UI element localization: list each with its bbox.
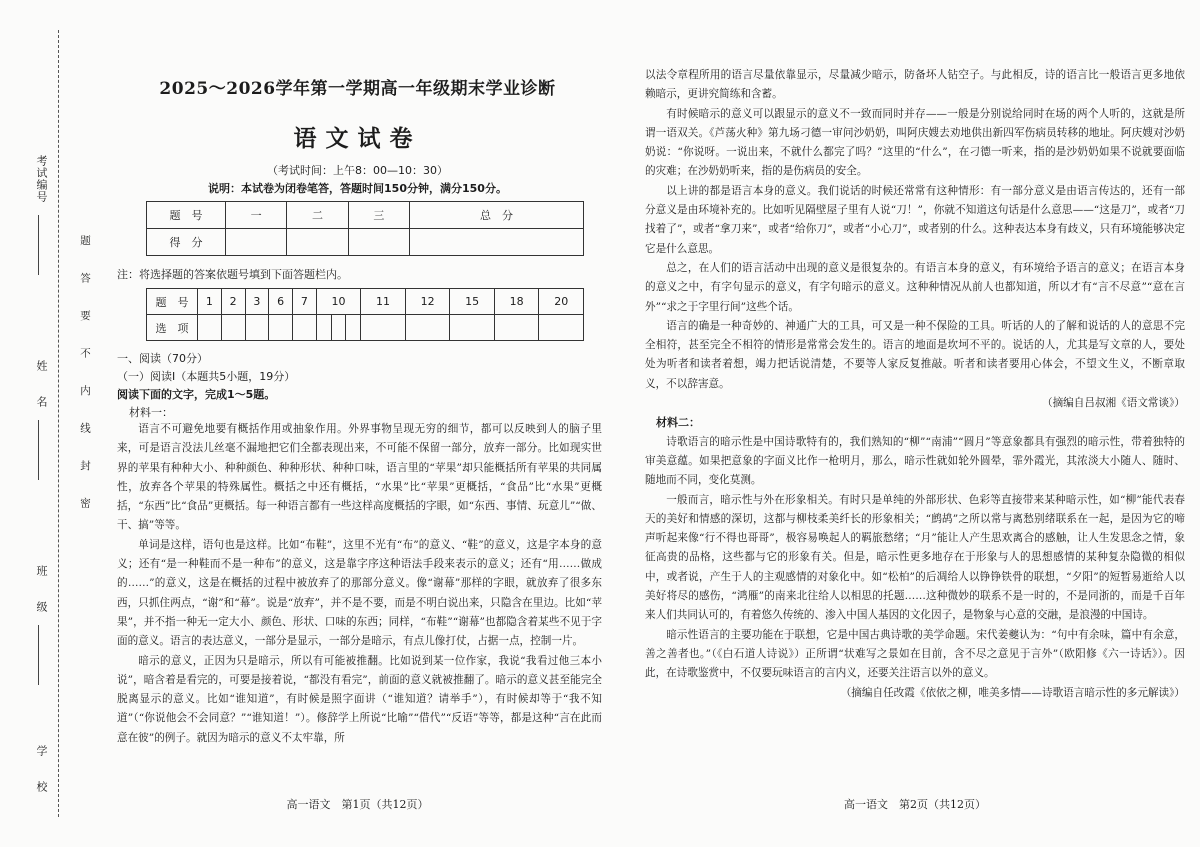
- page-1: [115, 0, 600, 847]
- paragraph: 有时候暗示的意义可以跟显示的意义不一致而同时并存——一般是分别说给同时在场的两个人听的，这就是所谓一语双关。《芦荡火种》第九场刁德一审问沙奶奶，叫阿庆嫂去劝地供出新四军伤病员转移的地址。阿庆嫂对沙奶奶说：“你说呀。一说出来，不就什么都完了吗？”这里的“什么”，在刁德一听来，指的是沙奶奶如果不说就要面临的灾难；在沙奶奶听来，指的是伤病员的安全。: [645, 107, 1185, 178]
- binding-margin: [0, 0, 110, 847]
- score-cell[interactable]: [410, 229, 584, 256]
- answer-num: 2: [221, 289, 245, 315]
- answer-cell[interactable]: [405, 315, 450, 341]
- page2-text: [645, 66, 1185, 703]
- score-header-label: 题 号: [147, 202, 226, 229]
- seal-notice: 题 答 要 不 内 线 封 密: [79, 235, 91, 510]
- score-cell[interactable]: [226, 229, 287, 256]
- exam-time: （考试时间：上午8：00—10：30）: [267, 164, 448, 177]
- score-row-label: 得 分: [147, 229, 226, 256]
- section-heading: 一、阅读（70分）: [117, 352, 208, 365]
- answer-num: 3: [245, 289, 269, 315]
- source-citation-1: （摘编自吕叔湘《语文常谈》）: [1041, 397, 1185, 410]
- paragraph: 暗示性语言的主要功能在于联想，它是中国古典诗歌的美学命题。宋代姜夔认为：“句中有余味，篇中有余意，善之善者也。”（《白石道人诗说》）正所谓“状难写之景如在目前，含不尽之意见于言外”（欧阳修《六一诗话》）。因此，在诗歌鉴赏中，不仅要玩味语言的言内义，还要关注语言以外的意义。: [645, 628, 1185, 680]
- page2-footer: 高一语文 第2页（共12页）: [844, 798, 986, 811]
- answer-num: 18: [494, 289, 539, 315]
- answer-row-label: 选 项: [147, 315, 198, 341]
- answer-header-label: 题 号: [147, 289, 198, 315]
- answer-num: 10: [316, 289, 361, 315]
- answer-num: 12: [405, 289, 450, 315]
- answer-cell[interactable]: [539, 315, 584, 341]
- answer-note: 注：将选择题的答案依题号填到下面答题栏内。: [117, 268, 348, 281]
- seal-line: [58, 30, 59, 817]
- answer-cell[interactable]: [494, 315, 539, 341]
- class-field[interactable]: [38, 625, 39, 685]
- exam-instruction: 说明：本试卷为闭卷笔答，答题时间150分钟，满分150分。: [208, 182, 507, 195]
- paragraph: 以上讲的都是语言本身的意义。我们说话的时候还常常有这种情形：有一部分意义是由语言传达的，还有一部分意义是由环境补充的。比如听见隔壁屋子里有人说“刀！”，你就不知道这句话是什么意思——“这是刀”，或者“刀找着了”，或者“拿刀来”，或者“给你刀”，或者“小心刀”，或者别的什么。这种表达本身有歧义，只有环境能够决定它是什么意思。: [645, 184, 1185, 255]
- answer-cell[interactable]: [331, 315, 346, 341]
- answer-num: 1: [198, 289, 222, 315]
- score-header-total: 总 分: [410, 202, 584, 229]
- answer-cell[interactable]: [361, 315, 406, 341]
- task-instruction: 阅读下面的文字，完成1～5题。: [117, 388, 276, 401]
- score-header-2: 二: [287, 202, 348, 229]
- page-2: [645, 0, 1185, 847]
- name-label: 姓 名: [35, 360, 48, 408]
- answer-num: 20: [539, 289, 584, 315]
- name-field[interactable]: [38, 420, 39, 480]
- material2-label: 材料二：: [656, 416, 700, 430]
- paragraph: 以法令章程所用的语言尽量依靠显示，尽量减少暗示，防备坏人钻空子。与此相反，诗的语言比一般语言更多地依赖暗示，更讲究简练和含蓄。: [645, 69, 1185, 101]
- paragraph: 总之，在人们的语言活动中出现的意义是很复杂的。有语言本身的意义，有环境给予语言的意义；在语言本身的意义之中，有字句显示的意义，有字句暗示的意义。这种种情况从前人也都知道，所以才有“言不尽意”“意在言外”“求之于字里行间”这些个话。: [645, 261, 1185, 313]
- answer-num: 11: [361, 289, 406, 315]
- source-citation-2: （摘编自任改霞《依依之柳，唯美多情——诗歌语言暗示性的多元解读》）: [840, 686, 1185, 699]
- subject-title: 语文试卷: [293, 125, 422, 152]
- answer-num: 7: [293, 289, 317, 315]
- page1-text: [117, 420, 602, 748]
- paragraph: 诗歌语言的暗示性是中国诗歌特有的，我们熟知的“柳”“南浦”“圆月”等意象都具有强烈的暗示性，带着独特的审美意蕴。如果把意象的字面义比作一枪明月，那么，暗示性就如轮外圆晕，霏外霞光，其浓淡大小随人、随时、随地而不同，变化莫测。: [645, 435, 1185, 487]
- paragraph: 语言不可避免地要有概括作用或抽象作用。外界事物呈现无穷的细节，都可以反映到人的脑子里来，可是语言没法儿丝毫不漏地把它们全都表现出来，不可能不保留一部分，放弃一部分。比如现实世界的苹果有种种大小、种种颜色、种种形状、种种口味，语言里的“苹果”却只能概括所有苹果的共同属性，放弃各个苹果的特殊属性。概括之中还有概括，“水果”比“苹果”更概括，“食品”比“水果”更概括，“东西”比“食品”更概括。每一种语言都有一些这样高度概括的字眼，如“东西、事情、玩意儿”“做、干、搞”等等。: [117, 423, 602, 532]
- score-header-1: 一: [226, 202, 287, 229]
- answer-num: 15: [450, 289, 495, 315]
- answer-cell[interactable]: [346, 315, 361, 341]
- school-label: 学 校: [35, 745, 48, 793]
- page1-footer: 高一语文 第1页（共12页）: [286, 798, 429, 811]
- exam-number-field[interactable]: [38, 215, 39, 275]
- answer-cell[interactable]: [198, 315, 222, 341]
- answer-cell[interactable]: [450, 315, 495, 341]
- score-table: [146, 201, 584, 256]
- answer-cell[interactable]: [269, 315, 293, 341]
- score-cell[interactable]: [348, 229, 409, 256]
- paragraph: 暗示的意义，正因为只是暗示，所以有可能被推翻。比如说到某一位作家，我说“我看过他三本小说”，暗含着是看完的，可要是接着说，“都没有看完”，前面的意义就被推翻了。暗示的意义甚至能完全脱离显示的意义。比如“谁知道”，有时候是照字面讲（“谁知道？请举手”），有时候却等于“我不知道”（“你说他会不会同意？”“谁知道！”）。修辞学上所说“比喻”“借代”“反语”等等，都是这种“言在此而意在彼”的例子。就因为暗示的意义不太牢靠，所: [117, 654, 602, 744]
- answer-cell[interactable]: [316, 315, 331, 341]
- paragraph: 一般而言，暗示性与外在形象相关。有时只是单纯的外部形状、色彩等直接带来某种暗示性，如“柳”能代表春天的美好和情感的深切，这都与柳枝柔美纤长的形象相关；“鹧鸪”之所以常与离愁别绪联系在一起，是因为它的啼声听起来像“行不得也哥哥”，极容易唤起人的羁旅愁绪；“月”能让人产生思欢离合的感触，让人生发思念之情，象征高贵的品格，这些都与它的形象有关。但是，暗示性更多地存在于形象与人的思想感情的某种复杂隐微的相似中，或者说，产生于人的主观感情的对象化中。如“松柏”的后凋给人以铮铮铁骨的联想，“夕阳”的短暂易逝给人以美好将尽的感伤，“鸿雁”的南来北往给人以相思的托题……这种微妙的联系不是一时的，不是同浙的，而是千百年来人们共同认可的，有着悠久传统的、渗入中国人基因的文化因子，是物象与心意的交融，是浪漫的中国诗。: [645, 493, 1185, 622]
- score-cell[interactable]: [287, 229, 348, 256]
- class-label: 班 级: [35, 565, 48, 613]
- paragraph: 语言的确是一种奇妙的、神通广大的工具，可又是一种不保险的工具。听话的人的了解和说话的人的意思不完全相符，甚至完全不相符的情形是常常会发生的。语言的地面是坎坷不平的。说话的人，尤其是写文章的人，要处处为听者和读者着想，竭力把话说清楚，不要等人家反复推敲。听者和读者要用心体会，不望文生义，不断章取义，不以辞害意。: [645, 319, 1185, 390]
- material1-label: 材料一：: [129, 406, 173, 419]
- score-header-3: 三: [348, 202, 409, 229]
- subsection-heading: （一）阅读Ⅰ（本题共5小题，19分）: [117, 370, 296, 383]
- exam-title: 2025～2026学年第一学期高一年级期末学业诊断: [159, 79, 556, 99]
- paragraph: 单词是这样，语句也是这样。比如“布鞋”，这里不光有“布”的意义、“鞋”的意义，这是字本身的意义；还有“是一种鞋而不是一种布”的意义，这是靠字序这种语法手段来表示的意义；还有“用……做成的……”的意义，这是在概括的过程中被放弃了的那部分意义。像“谢幕”那样的字眼，就放弃了很多东西，只抓住两点，“谢”和“幕”。说是“放弃”，并不是不要，而是不明白说出来，只隐含在里边。比如“苹果”，并不指一种无一定大小、颜色、形状、口味的东西；同样，“布鞋”“谢幕”也都隐含着某些不见于字面的意义。语言的表达意义，一部分是显示，一部分是暗示，有点儿像打仗，占据一点，控制一片。: [117, 538, 602, 648]
- answer-cell[interactable]: [293, 315, 317, 341]
- answer-table: [146, 288, 584, 341]
- exam-number-label: 考试编号: [35, 155, 48, 203]
- answer-num: 6: [269, 289, 293, 315]
- answer-cell[interactable]: [245, 315, 269, 341]
- answer-cell[interactable]: [221, 315, 245, 341]
